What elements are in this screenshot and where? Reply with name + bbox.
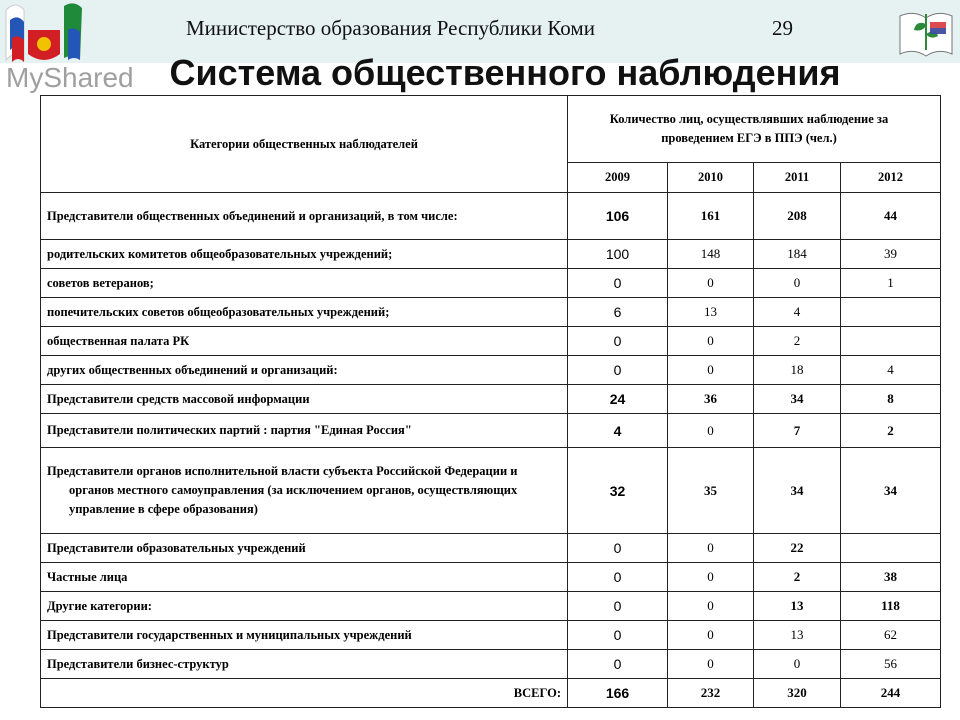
- row-label: Представители средств массовой информации: [41, 385, 568, 414]
- value-cell-2011: 34: [754, 385, 841, 414]
- value-cell-2011: 184: [754, 240, 841, 269]
- value-cell-2012: 56: [841, 650, 941, 679]
- value-cell-2011: 13: [754, 621, 841, 650]
- value-cell-2011: 22: [754, 534, 841, 563]
- row-label: Представители бизнес-структур: [41, 650, 568, 679]
- row-label: Представители политических партий : партия "Единая Россия": [41, 414, 568, 448]
- value-cell-2012: 34: [841, 448, 941, 534]
- table-row: [41, 448, 941, 534]
- table-row: [41, 240, 941, 269]
- value-cell-2012: 8: [841, 385, 941, 414]
- value-cell-2009: 0: [568, 327, 668, 356]
- column-header-count: [568, 96, 941, 163]
- value-cell-2010: 0: [668, 650, 754, 679]
- row-label: попечительских советов общеобразовательных учреждений;: [41, 298, 568, 327]
- value-cell-2011: 320: [754, 679, 841, 708]
- value-cell-2009: 0: [568, 592, 668, 621]
- value-cell-2011: 34: [754, 448, 841, 534]
- value-cell-2012: [841, 534, 941, 563]
- value-cell-2012: 39: [841, 240, 941, 269]
- table-row: [41, 534, 941, 563]
- row-label: Представители государственных и муниципальных учреждений: [41, 621, 568, 650]
- row-label: Другие категории:: [41, 592, 568, 621]
- value-cell-2009: 32: [568, 448, 668, 534]
- value-cell-2010: 35: [668, 448, 754, 534]
- value-cell-2010: 161: [668, 193, 754, 240]
- table-row: [41, 269, 941, 298]
- value-cell-2011: 7: [754, 414, 841, 448]
- value-cell-2010: 0: [668, 356, 754, 385]
- value-cell-2010: 0: [668, 269, 754, 298]
- row-label: советов ветеранов;: [41, 269, 568, 298]
- table-row: [41, 385, 941, 414]
- value-cell-2011: 13: [754, 592, 841, 621]
- table-row: [41, 193, 941, 240]
- value-cell-2010: 0: [668, 563, 754, 592]
- value-cell-2011: 0: [754, 269, 841, 298]
- value-cell-2009: 0: [568, 563, 668, 592]
- row-label: Представители органов исполнительной власти субъекта Российской Федерации и органов местного самоуправления (за исключением органов, осуществляющих управление в сфере образования): [41, 448, 568, 534]
- row-label: Представители общественных объединений и организаций, в том числе:: [41, 193, 568, 240]
- value-cell-2012: 244: [841, 679, 941, 708]
- page-title: Система общественного наблюдения: [169, 52, 841, 93]
- value-cell-2010: 148: [668, 240, 754, 269]
- value-cell-2012: [841, 298, 941, 327]
- value-cell-2011: 2: [754, 327, 841, 356]
- value-cell-2012: [841, 327, 941, 356]
- row-label: Частные лица: [41, 563, 568, 592]
- value-cell-2010: 0: [668, 534, 754, 563]
- value-cell-2012: 38: [841, 563, 941, 592]
- observers-table: [40, 95, 941, 708]
- value-cell-2010: 0: [668, 327, 754, 356]
- value-cell-2009: 4: [568, 414, 668, 448]
- value-cell-2012: 4: [841, 356, 941, 385]
- ministry-name: Министерство образования Республики Коми: [186, 16, 595, 40]
- value-cell-2009: 0: [568, 269, 668, 298]
- value-cell-2010: 0: [668, 592, 754, 621]
- table-row: [41, 563, 941, 592]
- column-header-category: Категории общественных наблюдателей: [41, 96, 568, 193]
- table-row: [41, 621, 941, 650]
- value-cell-2012: 1: [841, 269, 941, 298]
- value-cell-2012: 2: [841, 414, 941, 448]
- value-cell-2011: 18: [754, 356, 841, 385]
- row-label: ВСЕГО:: [41, 679, 568, 708]
- table-row: [41, 327, 941, 356]
- year-header: 2012: [841, 163, 941, 193]
- column-header-count-text: Количество лиц, осуществлявших наблюдение за проведением ЕГЭ в ППЭ (чел.): [609, 112, 889, 145]
- value-cell-2009: 0: [568, 534, 668, 563]
- table-row: [41, 356, 941, 385]
- row-label: других общественных объединений и организаций:: [41, 356, 568, 385]
- table-row: [41, 650, 941, 679]
- value-cell-2009: 166: [568, 679, 668, 708]
- value-cell-2011: 208: [754, 193, 841, 240]
- value-cell-2010: 13: [668, 298, 754, 327]
- value-cell-2009: 0: [568, 621, 668, 650]
- row-label: родительских комитетов общеобразовательных учреждений;: [41, 240, 568, 269]
- value-cell-2011: 0: [754, 650, 841, 679]
- table-row: [41, 592, 941, 621]
- value-cell-2009: 100: [568, 240, 668, 269]
- table-row: [41, 414, 941, 448]
- page-number: 29: [772, 16, 793, 40]
- value-cell-2009: 0: [568, 650, 668, 679]
- value-cell-2010: 0: [668, 414, 754, 448]
- value-cell-2009: 6: [568, 298, 668, 327]
- year-header: 2009: [568, 163, 668, 193]
- value-cell-2012: 44: [841, 193, 941, 240]
- value-cell-2011: 4: [754, 298, 841, 327]
- value-cell-2012: 62: [841, 621, 941, 650]
- watermark: MyShared: [6, 62, 134, 93]
- value-cell-2010: 36: [668, 385, 754, 414]
- value-cell-2010: 0: [668, 621, 754, 650]
- table-row: [41, 679, 941, 708]
- year-header: 2010: [668, 163, 754, 193]
- value-cell-2011: 2: [754, 563, 841, 592]
- value-cell-2009: 106: [568, 193, 668, 240]
- table-row: [41, 298, 941, 327]
- value-cell-2009: 0: [568, 356, 668, 385]
- year-header: 2011: [754, 163, 841, 193]
- row-label: общественная палата РК: [41, 327, 568, 356]
- value-cell-2010: 232: [668, 679, 754, 708]
- value-cell-2012: 118: [841, 592, 941, 621]
- value-cell-2009: 24: [568, 385, 668, 414]
- row-label: Представители образовательных учреждений: [41, 534, 568, 563]
